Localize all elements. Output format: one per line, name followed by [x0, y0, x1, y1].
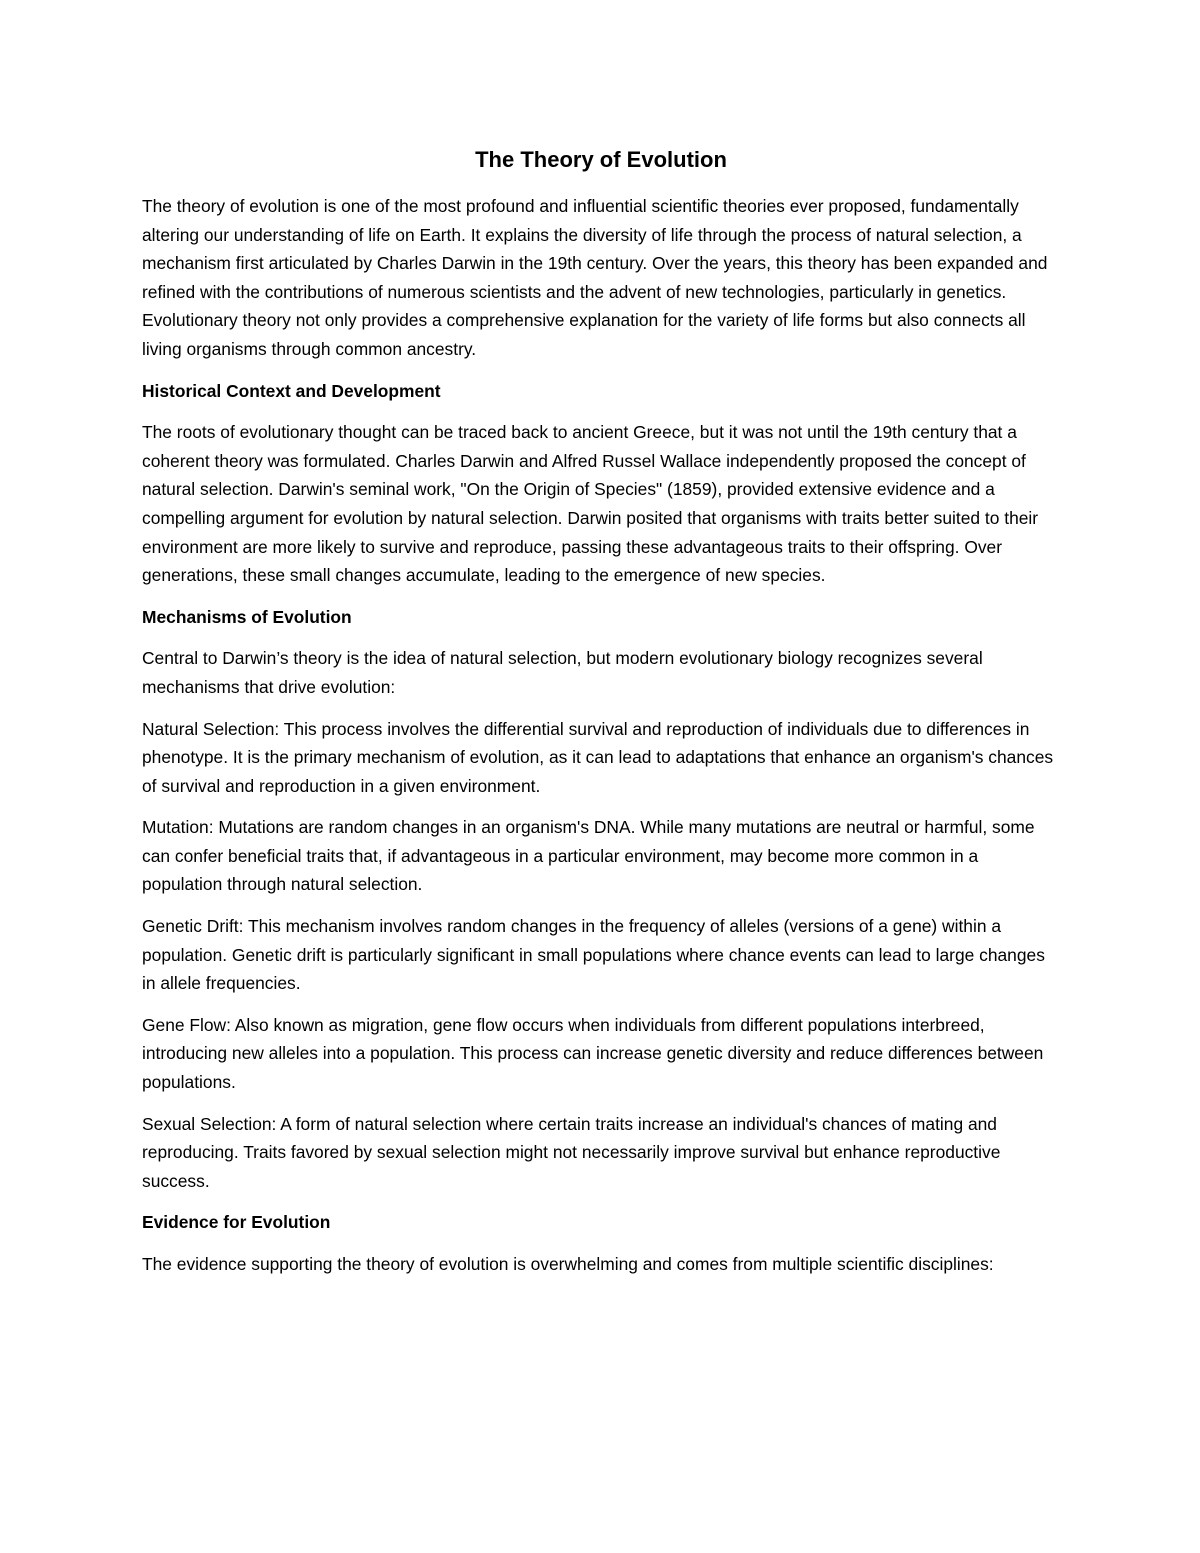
- section-mechanisms: [142, 603, 1060, 1196]
- section-paragraph: Central to Darwin’s theory is the idea of natural selection, but modern evolutionary biology recognizes several mechanisms that drive evolution:: [142, 648, 983, 697]
- genetic-drift-paragraph: Genetic Drift: This mechanism involves random changes in the frequency of alleles (versions of a gene) within a population. Genetic drift is particularly significant in small populations where chance events can lead to large changes in allele frequencies.: [142, 916, 1045, 994]
- section-paragraph: The roots of evolutionary thought can be traced back to ancient Greece, but it was not until the 19th century that a coherent theory was formulated. Charles Darwin and Alfred Russel Wallace independently proposed the concept of natural selection. Darwin's seminal work, "On the Origin of Species" (1859), provided extensive evidence and a compelling argument for evolution by natural selection. Darwin posited that organisms with traits better suited to their environment are more likely to survive and reproduce, passing these advantageous traits to their offspring. Over generations, these small changes accumulate, leading to the emergence of new species.: [142, 422, 1039, 586]
- intro-paragraph: The theory of evolution is one of the most profound and influential scientific theories ever proposed, fundamentally altering our understanding of life on Earth. It explains the diversity of life through the process of natural selection, a mechanism first articulated by Charles Darwin in the 19th century. Over the years, this theory has been expanded and refined with the contributions of numerous scientists and the advent of new technologies, particularly in genetics. Evolutionary theory not only provides a comprehensive explanation for the variety of life forms but also connects all living organisms through common ancestry.: [142, 196, 1048, 359]
- document-body: [142, 146, 1060, 1292]
- natural-selection-paragraph: Natural Selection: This process involves the differential survival and reproduction of individuals due to differences in phenotype. It is the primary mechanism of evolution, as it can lead to adaptations that enhance an organism's chances of survival and reproduction in a given environment.: [142, 718, 1054, 796]
- section-evidence: [142, 1208, 1060, 1278]
- document-title: The Theory of Evolution: [475, 147, 727, 172]
- section-heading: Mechanisms of Evolution: [142, 606, 352, 627]
- section-paragraph: The evidence supporting the theory of evolution is overwhelming and comes from multiple scientific disciplines:: [142, 1254, 994, 1274]
- section-historical-context: [142, 377, 1060, 590]
- gene-flow-paragraph: Gene Flow: Also known as migration, gene flow occurs when individuals from different populations interbreed, introducing new alleles into a population. This process can increase genetic diversity and reduce differences between populations.: [142, 1014, 1044, 1093]
- section-heading: Evidence for Evolution: [142, 1212, 331, 1233]
- section-heading: Historical Context and Development: [142, 380, 441, 401]
- sexual-selection-paragraph: Sexual Selection: A form of natural selection where certain traits increase an individual's chances of mating and reproducing. Traits favored by sexual selection might not necessarily improve survival but enhance reproductive success.: [142, 1113, 1001, 1191]
- mutation-paragraph: Mutation: Mutations are random changes in an organism's DNA. While many mutations are neutral or harmful, some can confer beneficial traits that, if advantageous in a particular environment, may become more common in a population through natural selection.: [142, 817, 1035, 895]
